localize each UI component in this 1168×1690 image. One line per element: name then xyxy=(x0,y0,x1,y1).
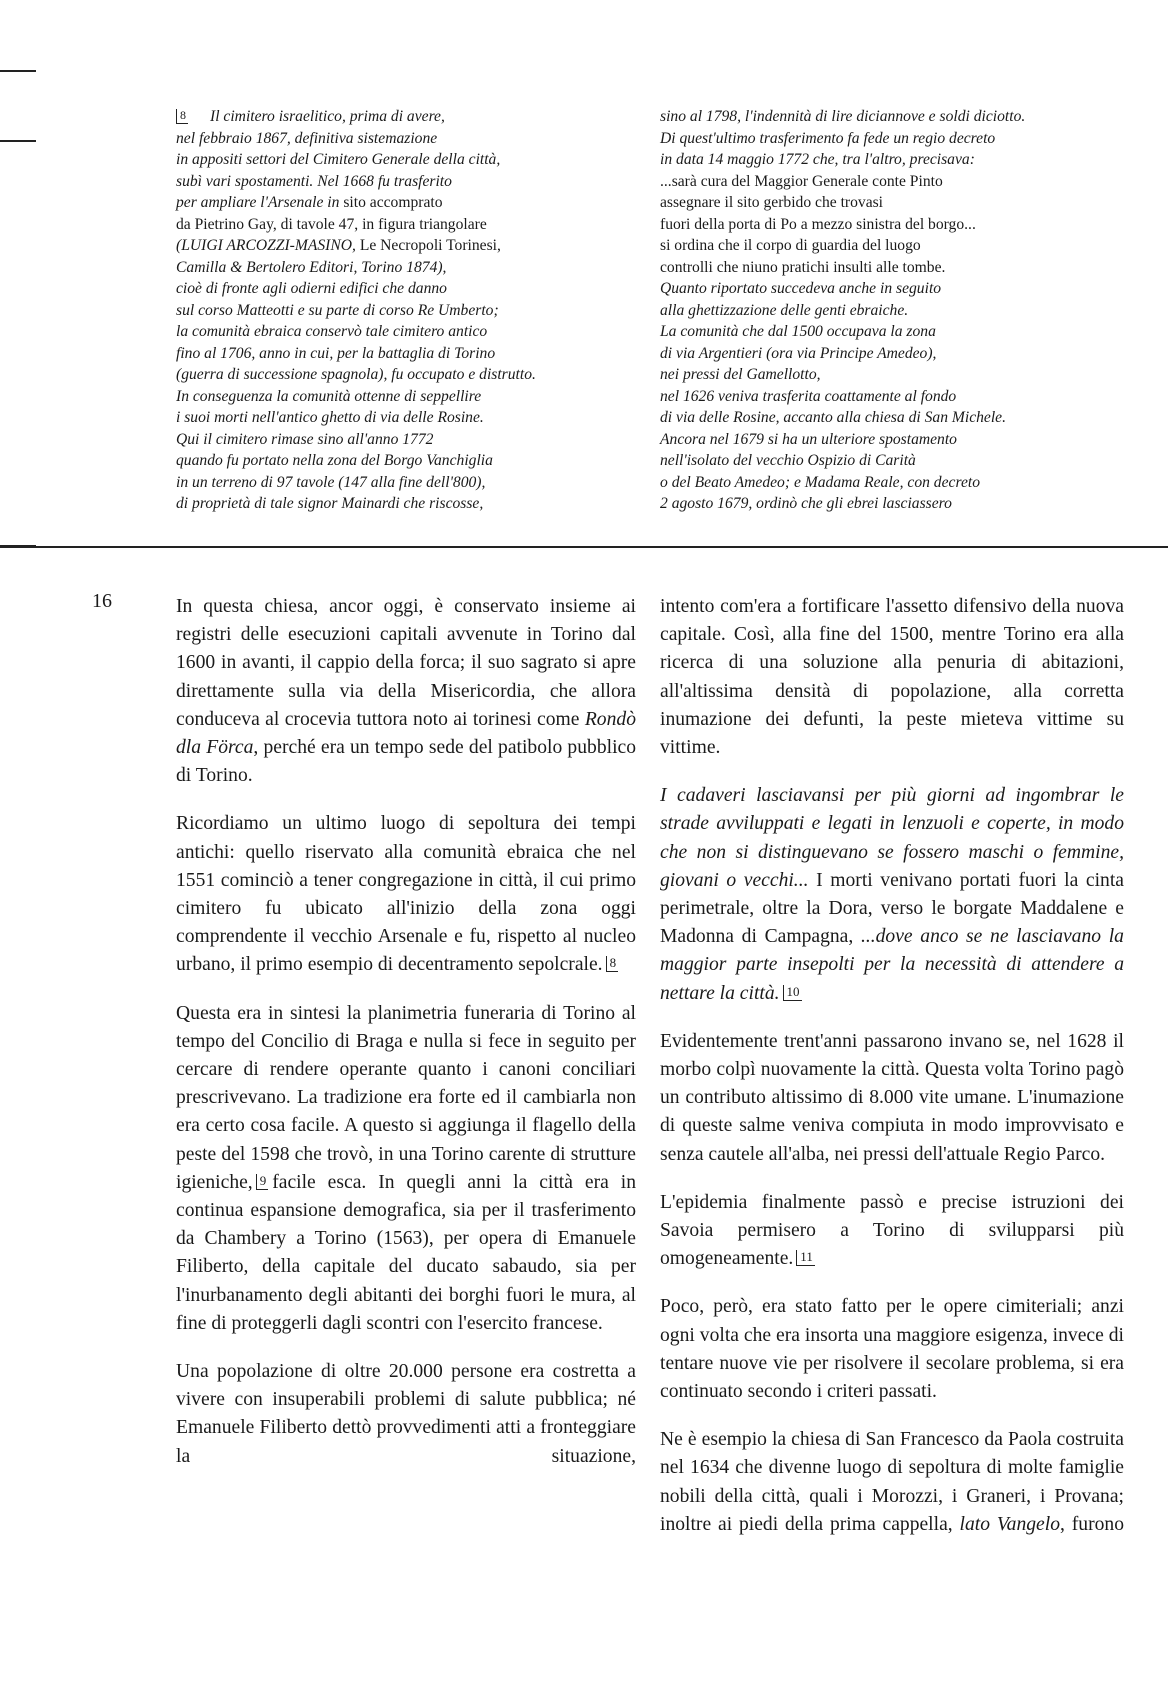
footnote-text: subì vari spostamenti. Nel 1668 fu trasferito xyxy=(176,172,452,190)
paragraph-text: Una popolazione di oltre 20.000 persone era costretta a vivere con insuperabili problemi di salute pubblica; né Emanuele Filiberto dettò provvedimenti atti a fronteggiare la situazione, xyxy=(176,1361,636,1467)
footnote-text: assegnare il sito gerbido che trovasi xyxy=(660,194,884,211)
footnote-text: alla ghettizzazione delle genti ebraiche. xyxy=(660,301,909,319)
footnote-text: fuori della porta di Po a mezzo sinistra del borgo... xyxy=(660,215,976,233)
footnote-line xyxy=(660,106,1124,128)
footnote-line xyxy=(176,149,646,171)
paragraph-emphasis: I cadaveri lasciavansi per più giorni ad ingombrar le strade avviluppati e legati in lenzuoli e coperte, in modo che non si distinguevano se fossero maschi o femmine, giovani o vecchi... xyxy=(660,785,1124,891)
footnote-line xyxy=(176,364,646,386)
footnote-line xyxy=(176,321,646,343)
body-paragraph xyxy=(176,1358,636,1471)
footnote-text: si ordina che il corpo di guardia del luogo xyxy=(660,237,921,254)
margin-tick-top xyxy=(0,70,36,72)
paragraph-text: , perché era un tempo sede del patibolo pubblico di Torino. xyxy=(176,737,637,787)
body-paragraph xyxy=(660,1028,1124,1169)
footnote-text: (LUIGI ARCOZZI-MASINO, xyxy=(176,237,360,254)
body-paragraph xyxy=(176,1000,636,1338)
paragraph-emphasis: lato Vangelo xyxy=(959,1513,1060,1535)
footnote-text: da Pietrino Gay, di tavole 47, in figura triangolare xyxy=(176,215,487,233)
margin-tick-middle xyxy=(0,140,36,142)
footnote-text: in un terreno di 97 tavole (147 alla fine dell'800), xyxy=(176,473,486,491)
footnote-text: controlli che niuno pratichi insulti alle tombe. xyxy=(660,258,946,276)
footnote-text: (guerra di successione spagnola), fu occupato e distrutto. xyxy=(176,366,536,383)
footnote-text: nei pressi del Gamellotto, xyxy=(660,366,821,383)
footnote-text: Qui il cimitero rimase sino all'anno 1772 xyxy=(176,430,434,448)
footnote-line xyxy=(660,493,1124,515)
body-paragraph xyxy=(660,1426,1124,1539)
footnote-text: ...sarà cura del Maggior Generale conte Pinto xyxy=(660,172,943,190)
footnote-line xyxy=(176,171,646,193)
footnote-line xyxy=(176,407,646,429)
footnote-text: sul corso Matteotti e su parte di corso Re Umberto; xyxy=(176,301,499,319)
footnote-line xyxy=(176,106,646,128)
body-column-left xyxy=(176,593,636,1491)
footnote-line xyxy=(176,278,646,300)
footnote-column-right xyxy=(660,106,1124,515)
footnote-text: cioè di fronte agli odierni edifici che danno xyxy=(176,280,447,297)
footnote-line xyxy=(660,321,1124,343)
paragraph-text: In questa chiesa, ancor oggi, è conservato insieme ai registri delle esecuzioni capitali avvenute in Torino dal 1600 in avanti, il cappio della forca; il suo sagrato si apre direttamente sulla via della Misericordia, che allora conduceva al crocevia tuttora noto ai torinesi come xyxy=(176,596,636,730)
footnote-text: di via Argentieri (ora via Principe Amedeo), xyxy=(660,344,937,362)
footnote-text: nel 1626 veniva trasferita coattamente al fondo xyxy=(660,387,957,405)
note-reference-marker: 8 xyxy=(176,109,188,124)
body-paragraph xyxy=(660,1189,1124,1274)
footnote-line xyxy=(660,171,1124,193)
footnote-text: nel febbraio 1867, definitiva sistemazione xyxy=(176,129,438,147)
footnote-text: Ancora nel 1679 si ha un ulteriore spostamento xyxy=(660,430,957,448)
paragraph-text: L'epidemia finalmente passò e precise istruzioni dei Savoia permisero a Torino di svilupparsi più omogeneamente. xyxy=(660,1191,1124,1270)
footnote-text: i suoi morti nell'antico ghetto di via delle Rosine. xyxy=(176,409,484,426)
paragraph-text: Questa era in sintesi la planimetria funeraria di Torino al tempo del Concilio di Braga e nulla si fece in seguito per cercare di rendere operante quanto i canoni conciliari prescrivevano. La tradizione era forte ed il cambiarla non era certo cosa facile. A questo si aggiunga il flagello della peste del 1598 che trovò, in una Torino carente di strutture igieniche, xyxy=(176,1002,636,1193)
note-reference-marker: 9 xyxy=(256,1174,269,1190)
footnote-text: sito accomprato xyxy=(343,194,443,211)
footnote-line xyxy=(176,429,646,451)
footnote-text: Camilla & Bertolero Editori, Torino 1874), xyxy=(176,258,447,276)
footnote-text: in data 14 maggio 1772 che, tra l'altro, precisava: xyxy=(660,151,975,168)
footnote-column-left xyxy=(176,106,646,515)
footnote-line xyxy=(660,407,1124,429)
footnote-line xyxy=(660,257,1124,279)
footnote-line xyxy=(660,214,1124,236)
body-paragraph xyxy=(176,593,636,790)
footnote-text: di proprietà di tale signor Mainardi che riscosse, xyxy=(176,495,484,512)
footnote-text: Di quest'ultimo trasferimento fa fede un regio decreto xyxy=(660,129,996,147)
paragraph-text: intento com'era a fortificare l'assetto difensivo della nuova capitale. Così, alla fine del 1500, mentre Torino era alla ricerca di una soluzione alla penuria di abitazioni, all'altissima densità di popolazione, alla corretta inumazione dei defunti, la peste mieteva vittime su vittime. xyxy=(660,596,1124,759)
footnote-line xyxy=(176,343,646,365)
paragraph-text: Ricordiamo un ultimo luogo di sepoltura dei tempi antichi: quello riservato alla comunità ebraica che nel 1551 cominciò a tener congregazione in città, il cui primo cimitero fu ubicato all'inizio della zona oggi comprendente il vecchio Arsenale e fu, rispetto al nucleo urbano, il primo esempio di decentramento sepolcrale. xyxy=(176,813,636,976)
footnote-line xyxy=(660,192,1124,214)
footnote-line xyxy=(176,235,646,257)
footnote-line xyxy=(660,235,1124,257)
footnote-text: in appositi settori del Cimitero Generale della città, xyxy=(176,151,501,168)
footnote-line xyxy=(660,278,1124,300)
page-number: 16 xyxy=(92,590,112,612)
footnote-line xyxy=(176,214,646,236)
footnote-line xyxy=(660,300,1124,322)
footnote-text: 2 agosto 1679, ordinò che gli ebrei lasciassero xyxy=(660,495,952,512)
footnote-text: nell'isolato del vecchio Ospizio di Carità xyxy=(660,452,916,469)
note-reference-marker: 8 xyxy=(606,956,619,972)
footnote-line xyxy=(176,493,646,515)
footnote-text: per ampliare l'Arsenale in xyxy=(176,194,344,211)
paragraph-text: Ne è esempio la chiesa di San Francesco da Paola costruita nel 1634 che divenne luogo di sepoltura di molte famiglie nobili della città, quali i Morozzi, i Graneri, i Provana; inoltre ai piedi della prima cappella, xyxy=(660,1429,1124,1535)
footnote-line xyxy=(176,128,646,150)
footnote-text: sino al 1798, l'indennità di lire diciannove e soldi diciotto. xyxy=(660,108,1026,125)
footnote-line xyxy=(660,386,1124,408)
footnote-text: Il cimitero israelitico, prima di avere, xyxy=(210,108,445,125)
footnote-text: Le Necropoli Torinesi, xyxy=(359,237,501,254)
footnote-text: In conseguenza la comunità ottenne di seppellire xyxy=(176,387,482,405)
footnote-line xyxy=(176,386,646,408)
footnote-line xyxy=(176,450,646,472)
body-column-right xyxy=(660,593,1124,1559)
footnote-text: la comunità ebraica conservò tale cimitero antico xyxy=(176,323,488,340)
paragraph-text: I morti venivano portati fuori la cinta perimetrale, oltre la Dora, verso le borgate Maddalene e Madonna di Campagna, xyxy=(660,869,1124,948)
paragraph-emphasis: ...dove anco se ne lasciavano la maggior parte insepolti per la necessità di attendere a nettare la città. xyxy=(660,926,1124,1004)
footnote-line xyxy=(660,128,1124,150)
body-paragraph xyxy=(660,782,1124,1008)
body-paragraph xyxy=(660,593,1124,762)
footnote-text: La comunità che dal 1500 occupava la zona xyxy=(660,323,936,340)
footnote-line xyxy=(176,257,646,279)
footnote-line xyxy=(176,300,646,322)
paragraph-text: facile esca. In quegli anni la città era in continua espansione demografica, sia per il trasferimento da Chambery a Torino (1563), per opera di Emanuele Filiberto, della capitale del ducato sabaudo, sia per l'inurbanamento degli abitanti dei borghi fuori le mura, al fine di proteggerli dagli scontri con l'esercito francese. xyxy=(176,1171,636,1334)
footnote-line xyxy=(660,429,1124,451)
note-reference-marker: 11 xyxy=(796,1250,815,1266)
footnote-line xyxy=(660,364,1124,386)
footnote-text: fino al 1706, anno in cui, per la battaglia di Torino xyxy=(176,344,496,362)
footnote-text: Quanto riportato succedeva anche in seguito xyxy=(660,280,942,297)
paragraph-emphasis: Rondò dla Förca xyxy=(176,708,636,759)
footnote-line xyxy=(660,450,1124,472)
footnote-text: o del Beato Amedeo; e Madama Reale, con decreto xyxy=(660,473,980,491)
footnote-line xyxy=(176,472,646,494)
footnote-line xyxy=(660,149,1124,171)
paragraph-text: Poco, però, era stato fatto per le opere cimiteriali; anzi ogni volta che era insorta una maggiore esigenza, invece di tentare nuove vie per risolvere il secolare problema, si era continuato secondo i criteri passati. xyxy=(660,1296,1124,1403)
footnote-line xyxy=(660,343,1124,365)
footnote-text: quando fu portato nella zona del Borgo Vanchiglia xyxy=(176,452,493,469)
body-paragraph xyxy=(660,1293,1124,1406)
section-divider-rule xyxy=(0,546,1168,548)
footnote-text: di via delle Rosine, accanto alla chiesa di San Michele. xyxy=(660,409,1007,426)
footnote-line xyxy=(176,192,646,214)
paragraph-text: Evidentemente trent'anni passarono invano se, nel 1628 il morbo colpì nuovamente la città. Questa volta Torino pagò un contributo altissimo di 8.000 vite umane. L'inumazione di queste salme veniva compiuta in modo improvvisato e senza cautele all'alba, nei pressi dell'attuale Regio Parco. xyxy=(660,1030,1124,1165)
body-paragraph xyxy=(176,810,636,979)
footnote-line xyxy=(660,472,1124,494)
paragraph-text: , furono xyxy=(1060,1513,1124,1535)
note-reference-marker: 10 xyxy=(783,985,802,1001)
